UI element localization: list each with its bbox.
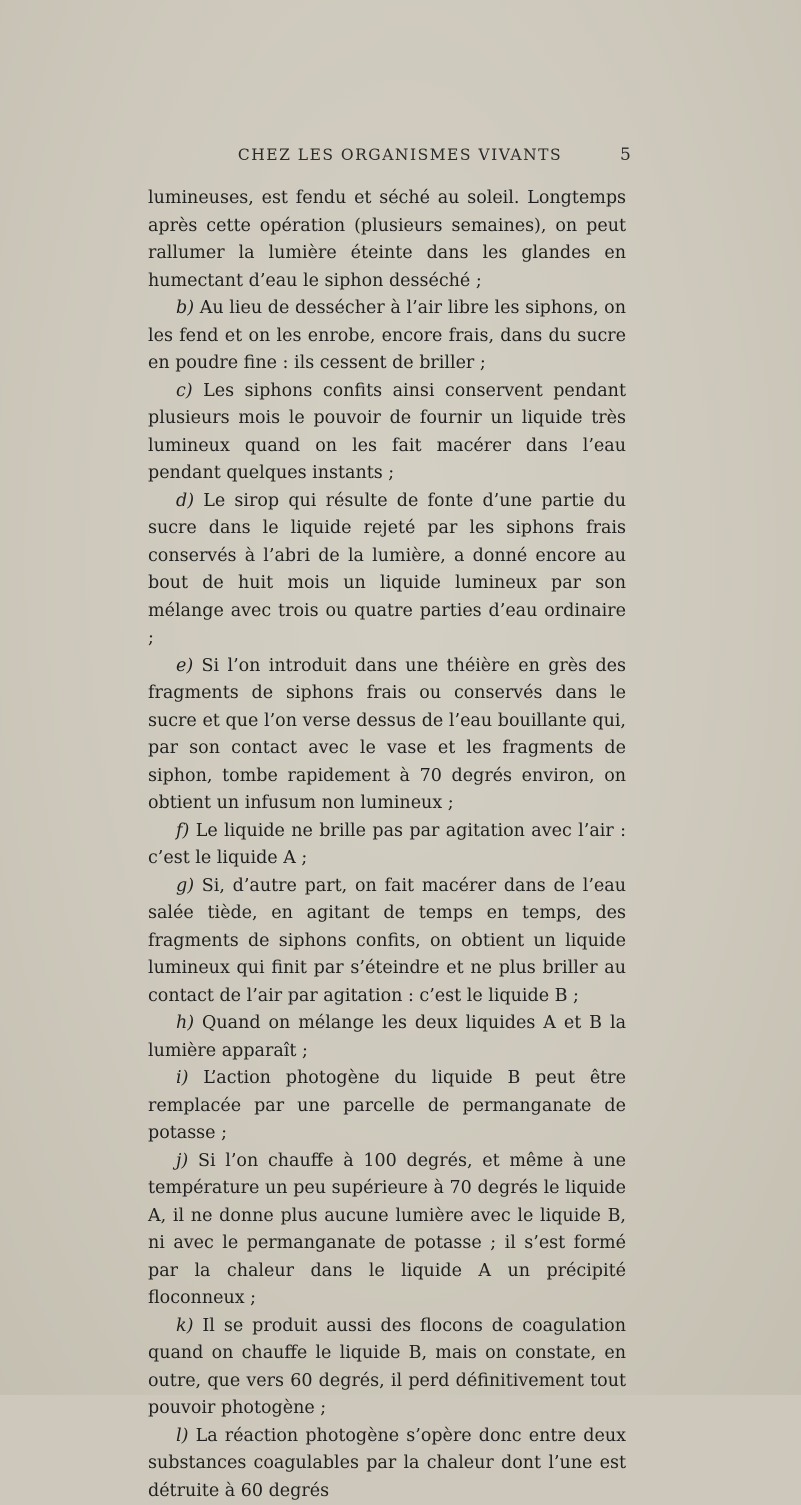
item-label: i) <box>176 1068 188 1088</box>
paragraph-text: Le liquide ne brille pas par agitation avec l’air : c’est le liquide A ; <box>148 821 626 869</box>
paragraph-text: Le sirop qui résulte de fonte d’une partie du sucre dans le liquide rejeté par les siphons frais conservés à l’abri de la lumière, a donné encore au bout de huit mois un liquide lumineux par son mélange avec trois ou quatre parties d’eau ordinaire ; <box>148 491 626 649</box>
item-label: e) <box>176 656 193 676</box>
item-label: b) <box>176 298 194 318</box>
paragraph-text: Si, d’autre part, on fait macérer dans de l’eau salée tiède, en agitant de temps en temps, des fragments de siphons confits, on obtient un liquide lumineux qui finit par s’éteindre et ne plus briller au contact de l’air par agitation : c’est le liquide B ; <box>148 876 626 1006</box>
paragraph-text: Quand on mélange les deux liquides A et B la lumière apparaît ; <box>148 1013 626 1061</box>
item-label: l) <box>176 1426 188 1446</box>
paragraph-d <box>148 488 626 653</box>
paragraph-l <box>148 1423 626 1505</box>
paragraph-text: Les siphons confits ainsi conservent pendant plusieurs mois le pouvoir de fournir un liquide très lumineux quand on les fait macérer dans l’eau pendant quelques instants ; <box>148 381 626 484</box>
paragraph-text: La réaction photogène s’opère donc entre deux substances coagulables par la chaleur dont l’une est détruite à 60 degrés <box>148 1426 626 1501</box>
paragraph-h <box>148 1010 626 1065</box>
item-label: g) <box>176 876 194 896</box>
item-label: c) <box>176 381 193 401</box>
paragraph-b <box>148 295 626 378</box>
paragraph-continuation <box>148 185 626 295</box>
paragraph-text: Au lieu de dessécher à l’air libre les siphons, on les fend et on les enrobe, encore frais, dans du sucre en poudre fine : ils cessent de briller ; <box>148 298 626 373</box>
paragraph-text: L’action photogène du liquide B peut être remplacée par une parcelle de permanganate de potasse ; <box>148 1068 626 1143</box>
paragraph-f <box>148 818 626 873</box>
paragraph-text: lumineuses, est fendu et séché au soleil. Longtemps après cette opération (plusieurs semaines), on peut rallumer la lumière éteinte dans les glandes en humectant d’eau le siphon desséché ; <box>148 188 626 291</box>
paragraph-e <box>148 653 626 818</box>
running-title: CHEZ LES ORGANISMES VIVANTS <box>230 146 570 164</box>
item-label: j) <box>176 1151 188 1171</box>
paragraph-text: Il se produit aussi des flocons de coagulation quand on chauffe le liquide B, mais on constate, en outre, que vers 60 degrés, il perd définitivement tout pouvoir photogène ; <box>148 1316 626 1419</box>
paragraph-k <box>148 1313 626 1423</box>
item-label: d) <box>176 491 194 511</box>
item-label: k) <box>176 1316 193 1336</box>
paragraph-g <box>148 873 626 1011</box>
page-number: 5 <box>620 145 631 165</box>
body-text <box>148 185 626 1505</box>
paragraph-c <box>148 378 626 488</box>
paragraph-j <box>148 1148 626 1313</box>
paragraph-text: Si l’on chauffe à 100 degrés, et même à une température un peu supérieure à 70 degrés le liquide A, il ne donne plus aucune lumière avec le liquide B, ni avec le permanganate de potasse ; il s’est formé par la chaleur dans le liquide A un précipité floconneux ; <box>148 1151 626 1309</box>
item-label: f) <box>176 821 189 841</box>
item-label: h) <box>176 1013 194 1033</box>
paragraph-i <box>148 1065 626 1148</box>
paragraph-text: Si l’on introduit dans une théière en grès des fragments de siphons frais ou conservés dans le sucre et que l’on verse dessus de l’eau bouillante qui, par son contact avec le vase et les fragments de siphon, tombe rapidement à 70 degrés environ, on obtient un infusum non lumineux ; <box>148 656 626 814</box>
